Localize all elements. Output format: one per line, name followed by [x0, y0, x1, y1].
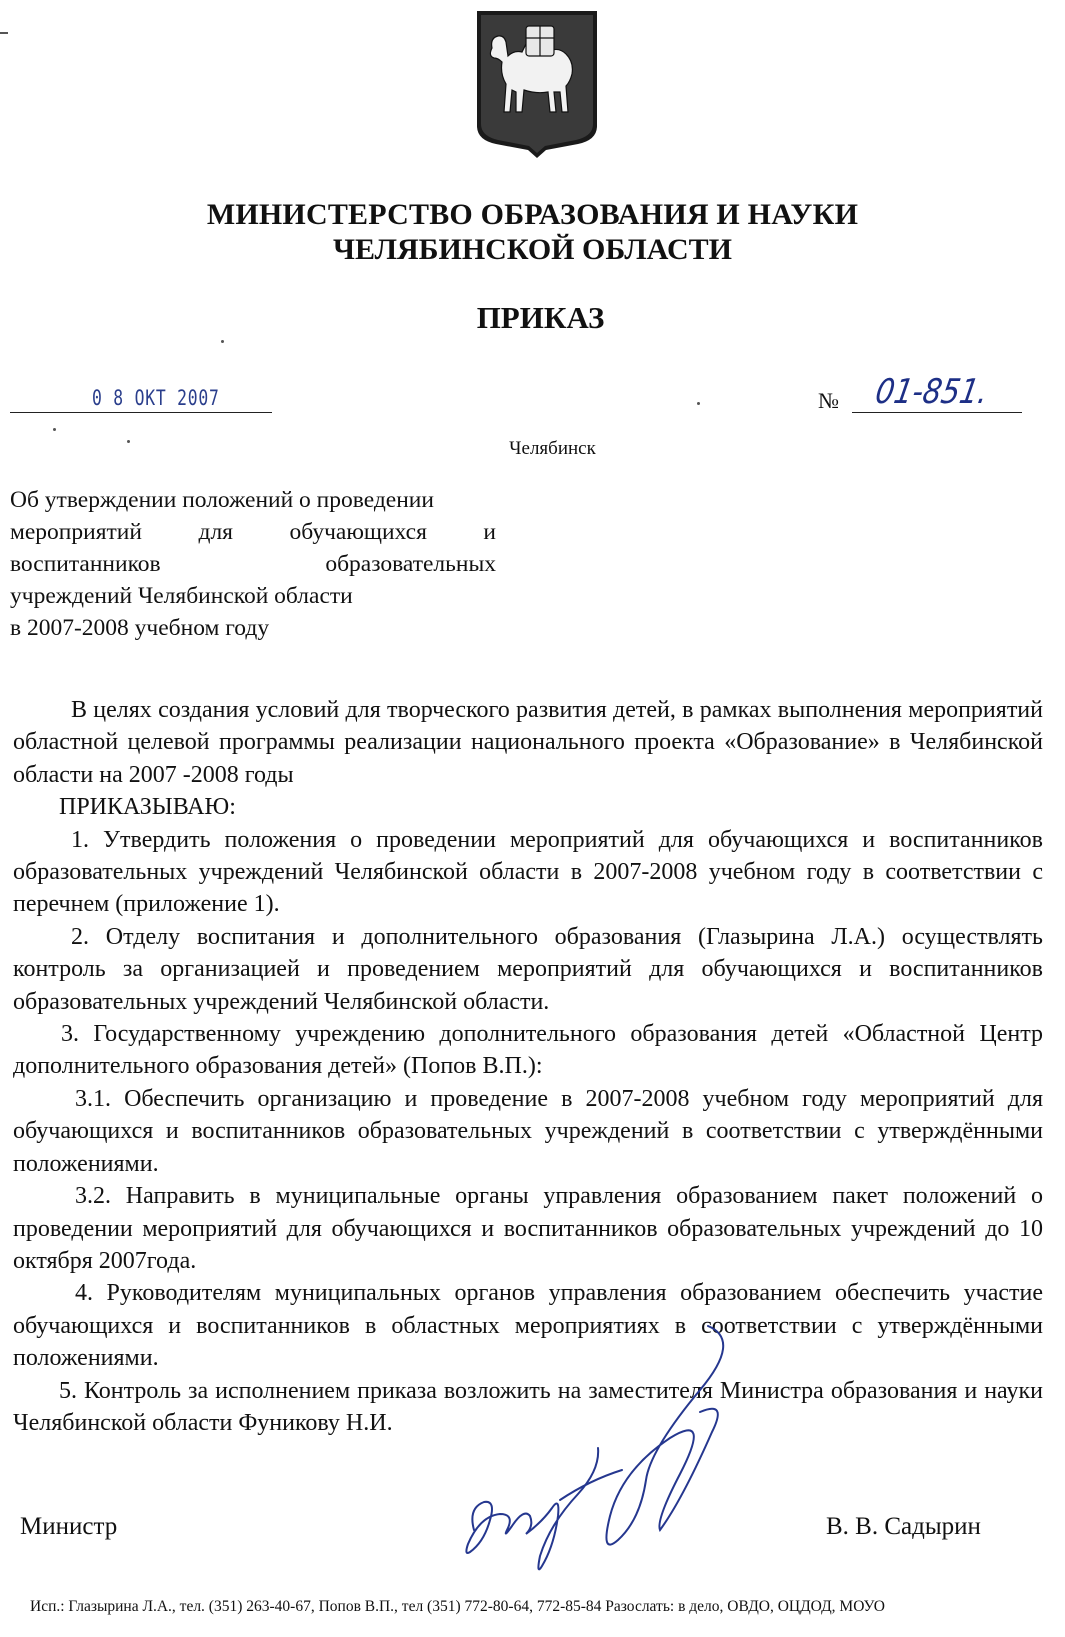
order-word: ПРИКАЗЫВАЮ:	[59, 794, 236, 821]
ministry-name-line2: ЧЕЛЯБИНСКОЙ ОБЛАСТИ	[333, 233, 732, 266]
order-item: 3.2. Направить в муниципальные органы управления образованием пакет положений о проведении мероприятий для обучающихся и воспитанников образовательных учреждений до 10 октября 2007года.	[13, 1183, 1043, 1274]
scan-speck	[697, 402, 700, 405]
scan-speck	[221, 340, 224, 343]
number-sign: №	[818, 388, 839, 413]
preamble-paragraph: В целях создания условий для творческого развития детей, в рамках выполнения мероприятий областной целевой программы реализации национального проекта «Образование» в Челябинской области на 2007 -2008 годы	[13, 697, 1043, 788]
order-item: 3. Государственному учреждению дополнительного образования детей «Областной Центр дополнительного образования детей» (Попов В.П.):	[13, 1021, 1043, 1080]
subject-block	[10, 484, 496, 644]
signatory-title: Министр	[20, 1513, 118, 1540]
subject-line: учреждений Челябинской области	[10, 583, 353, 609]
document-type-title: ПРИКАЗ	[476, 300, 605, 335]
order-item: 3.1. Обеспечить организацию и проведение в 2007-2008 учебном году мероприятий для обучающихся и воспитанников образовательных учреждений в соответствии с утверждёнными положениями.	[13, 1085, 1043, 1177]
scan-speck	[53, 428, 56, 431]
order-item: 4. Руководителям муниципальных органов управления образованием обеспечить участие обучающихся и воспитанников в областных мероприятиях в соответствии с утверждёнными положениями.	[13, 1280, 1043, 1372]
coat-of-arms-icon	[474, 8, 600, 160]
date-stamp: 0 8 ОКТ 2007	[92, 386, 220, 410]
subject-line: в 2007-2008 учебном году	[10, 615, 270, 641]
signatory-name: В. В. Садырин	[826, 1513, 981, 1540]
footer-note: Исп.: Глазырина Л.А., тел. (351) 263-40-67, Попов В.П., тел (351) 772-80-64, 772-85-84 Разослать: в дело, ОВДО, ОЦДОД, МОУО	[30, 1598, 885, 1615]
city-label: Челябинск	[509, 438, 596, 459]
order-item: 5. Контроль за исполнением приказа возложить на заместителя Министра образования и науки Челябинской области Фуникову Н.И.	[13, 1377, 1043, 1436]
order-item: 1. Утвердить положения о проведении мероприятий для обучающихся и воспитанников образовательных учреждений Челябинской области в 2007-2008 учебном году в соответствии с перечнем (приложение 1).	[13, 826, 1043, 918]
ministry-name-line1: МИНИСТЕРСТВО ОБРАЗОВАНИЯ И НАУКИ	[206, 198, 859, 231]
document-number: 01-851.	[872, 372, 992, 412]
order-item: 2. Отделу воспитания и дополнительного образования (Глазырина Л.А.) осуществлять контроль за организацией и проведением мероприятий для обучающихся и воспитанников образовательных учреждений Челябинской области.	[13, 923, 1043, 1015]
subject-line: мероприятий для обучающихся и	[10, 519, 496, 545]
scan-speck	[127, 440, 130, 443]
signature-icon	[450, 1320, 810, 1580]
subject-line: Об утверждении положений о проведении	[10, 487, 434, 513]
subject-line: воспитанников образовательных	[10, 551, 496, 577]
scan-speck	[0, 32, 8, 34]
